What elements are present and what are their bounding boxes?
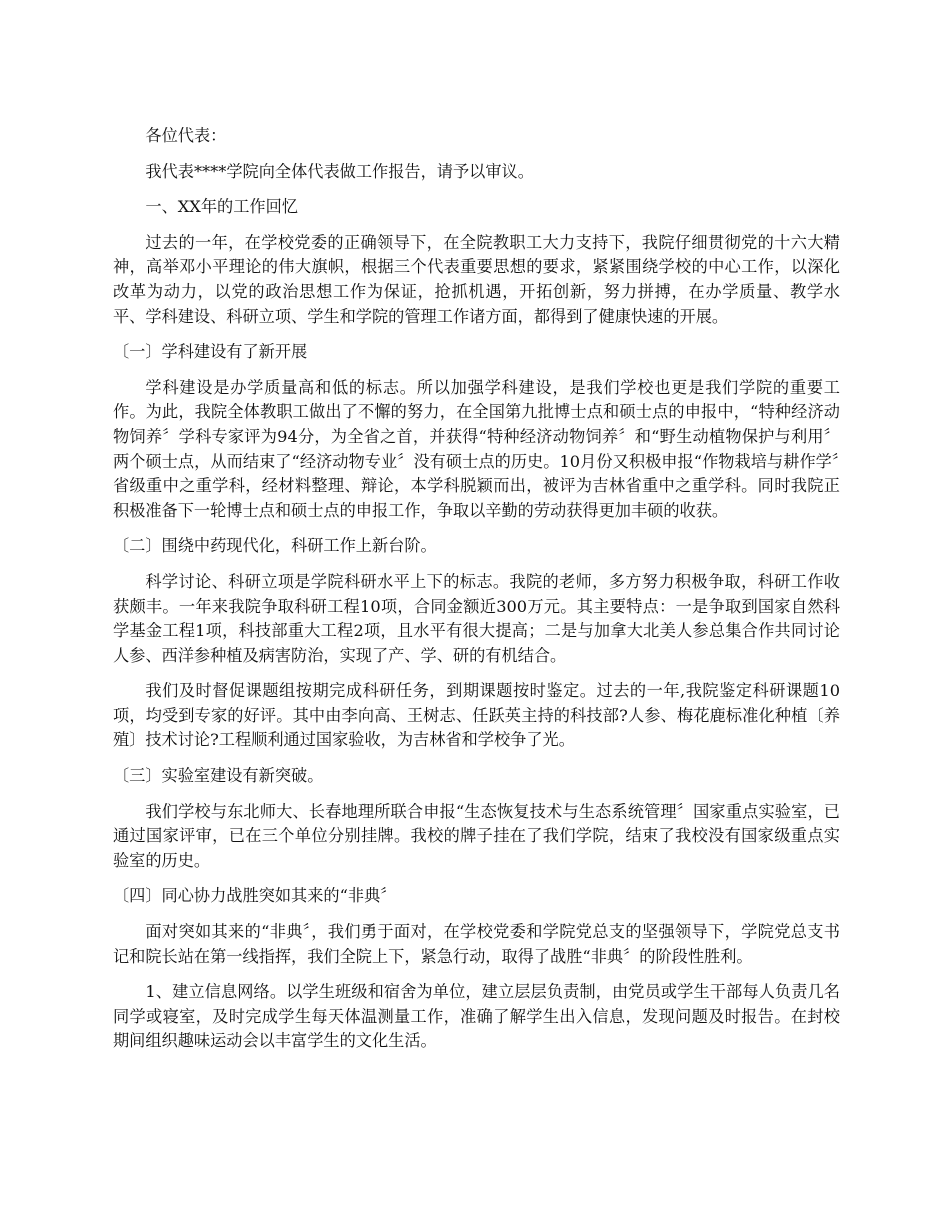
body-paragraph: 面对突如其来的“非典〞，我们勇于面对，在学校党委和学院党总支的坚强领导下，学院党总支书记和院长站在第一线指挥，我们全院上下，紧急行动，取得了战胜“非典〞的阶段性胜利。: [113, 922, 840, 966]
salutation: 各位代表：: [145, 126, 227, 145]
subsection-heading-4: 〔四〕同心协力战胜突如其来的“非典〞: [113, 886, 397, 906]
body-paragraph: 学科建设是办学质量高和低的标志。所以加强学科建设，是我们学校也更是我们学院的重要工作。为此，我院全体教职工做出了不懈的努力，在全国第九批博士点和硕士点的申报中，“特种经济动物饲养〞学科专家评为94分，为全省之首，并获得“特种经济动物饲养〞和“野生动植物保护与利用〞两个硕士点，从而结束了“经济动物专业〞没有硕士点的历史。10月份又积极申报“作物栽培与耕作学〞省级重中之重学科，经材料整理、辩论，本学科脱颖而出，被评为吉林省重中之重学科。同时我院正积极准备下一轮博士点和硕士点的申报工作，争取以辛勤的劳动获得更加丰硕的收获。: [113, 377, 840, 520]
body-paragraph: 我们及时督促课题组按期完成科研任务，到期课题按时鉴定。过去的一年,我院鉴定科研课题10项，均受到专家的好评。其中由李向高、王树志、任跃英主持的科技部?人参、梅花鹿标准化种植〔养殖〕技术讨论?工程顺利通过国家验收，为吉林省和学校争了光。: [113, 681, 840, 750]
subsection-heading-3: 〔三〕实验室建设有新突破。: [113, 766, 324, 786]
document-page: [113, 124, 840, 1065]
section-heading-1: 一、XX年的工作回忆: [145, 197, 298, 217]
body-paragraph: 科学讨论、科研立项是学院科研水平上下的标志。我院的老师，多方努力积极争取，科研工作收获颇丰。一年来我院争取科研工程10项，合同金额近300万元。其主要特点：一是争取到国家自然科学基金工程1项，科技部重大工程2项，且水平有很大提高；二是与加拿大北美人参总集合作共同讨论人参、西洋参种植及病害防治，实现了产、学、研的有机结合。: [113, 571, 840, 665]
subsection-heading-1: 〔一〕学科建设有了新开展: [113, 342, 308, 362]
intro-paragraph: 我代表****学院向全体代表做工作报告，请予以审议。: [145, 161, 534, 181]
body-paragraph: 过去的一年，在学校党委的正确领导下，在全院教职工大力支持下，我院仔细贯彻党的十六大精神，高举邓小平理论的伟大旗帜，根据三个代表重要思想的要求，紧紧围绕学校的中心工作，以深化改革为动力，以党的政治思想工作为保证，抢抓机遇，开拓创新，努力拼搏，在办学质量、教学水平、学科建设、科研立项、学生和学院的管理工作诸方面，都得到了健康快速的开展。: [113, 232, 840, 326]
body-paragraph: 1、建立信息网络。以学生班级和宿舍为单位，建立层层负责制，由党员或学生干部每人负责几名同学或寝室，及时完成学生每天体温测量工作，准确了解学生出入信息，发现问题及时报告。在封校期间组织趣味运动会以丰富学生的文化生活。: [113, 982, 840, 1051]
subsection-heading-2: 〔二〕围绕中药现代化，科研工作上新台阶。: [113, 536, 437, 556]
body-paragraph: 我们学校与东北师大、长春地理所联合申报“生态恢复技术与生态系统管理〞国家重点实验室，已通过国家评审，已在三个单位分别挂牌。我校的牌子挂在了我们学院，结束了我校没有国家级重点实验室的历史。: [113, 801, 840, 870]
